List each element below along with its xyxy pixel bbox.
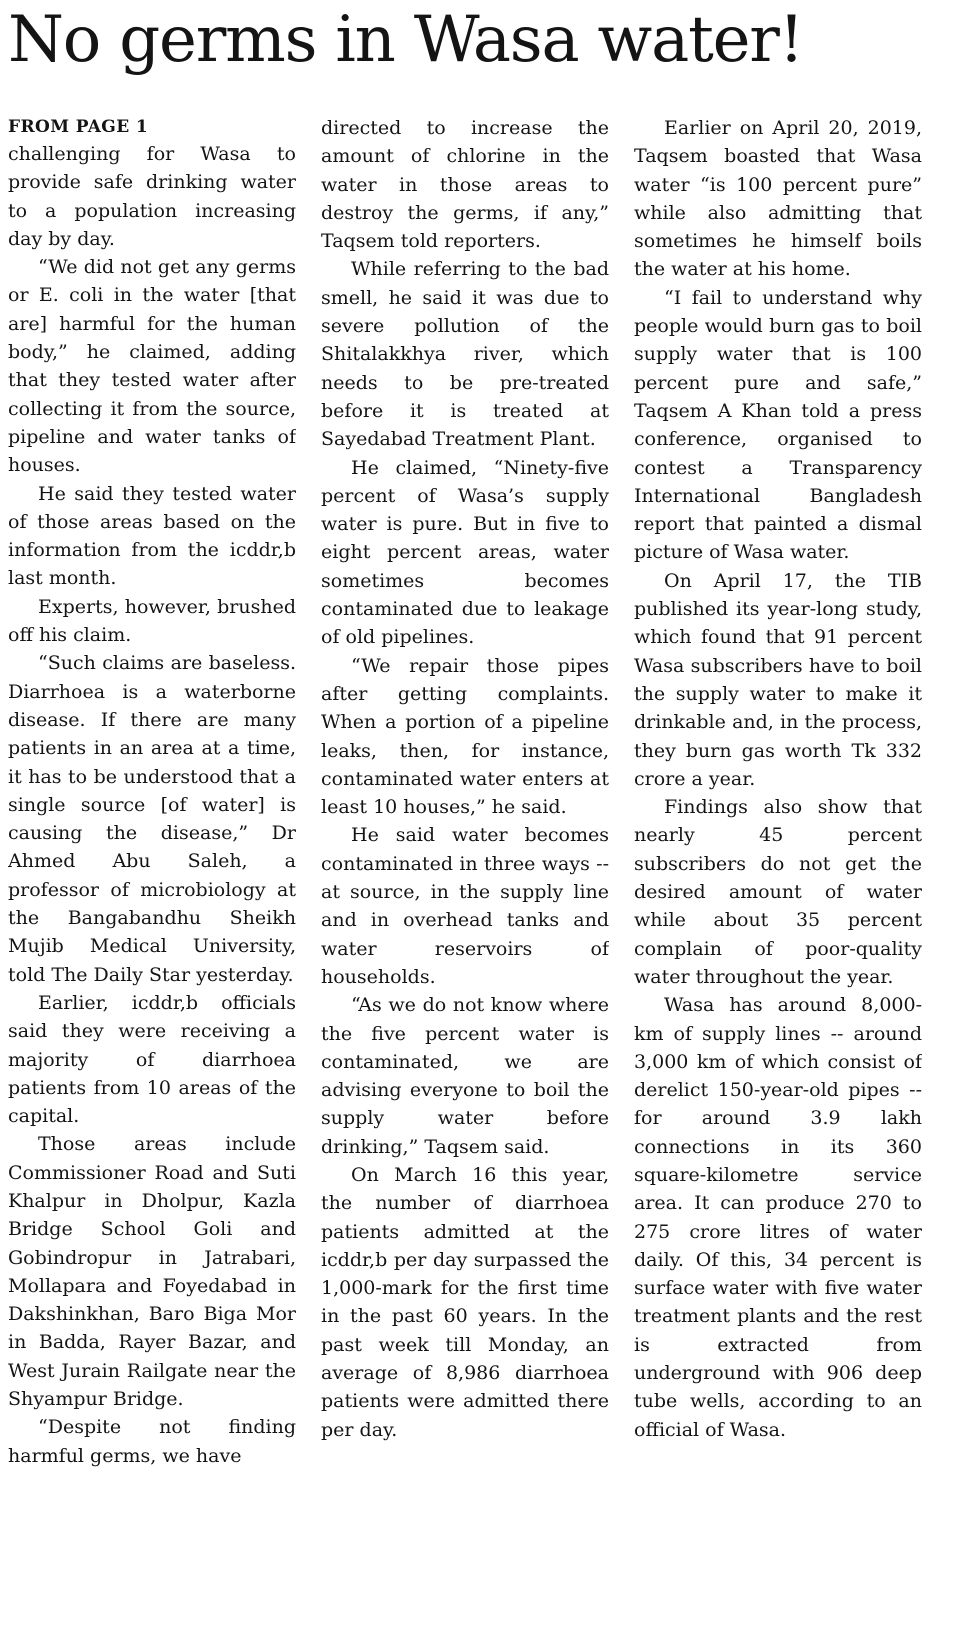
article-column-3 (634, 114, 922, 1644)
paragraph: Earlier, icddr,b officials said they were receiving a majority of diarrhoea patients from 10 areas of the capital. (8, 991, 296, 1128)
headline: No germs in Wasa water! (8, 3, 804, 77)
paragraph: “As we do not know where the five percent water is contaminated, we are advising everyone to boil the supply water before drinking,” Taqsem said. (321, 994, 609, 1158)
paragraph: While referring to the bad smell, he said it was due to severe pollution of the Shitalakkhya river, which needs to be pre-treated before it is treated at Sayedabad Treatment Plant. (321, 258, 609, 451)
paragraph: He said they tested water of those areas based on the information from the icddr,b last month. (8, 482, 296, 590)
paragraph: “We did not get any germs or E. coli in the water [that are] harmful for the human body,” he claimed, adding that they tested water after collecting it from the source, pipeline and water tanks of houses. (8, 256, 296, 477)
paragraph: “I fail to understand why people would burn gas to boil supply water that is 100 percent pure and safe,” Taqsem A Khan told a press conference, organised to contest a Transparency International Bangladesh report that painted a dismal picture of Wasa water. (634, 286, 922, 564)
paragraph: “Despite not finding harmful germs, we have (8, 1416, 296, 1467)
paragraph: directed to increase the amount of chlorine in the water in those areas to destroy the germs, if any,” Taqsem told reporters. (321, 117, 609, 253)
paragraph: Earlier on April 20, 2019, Taqsem boasted that Wasa water “is 100 percent pure” while also admitting that sometimes he himself boils the water at his home. (634, 117, 922, 281)
paragraph: “Such claims are baseless. Diarrhoea is a waterborne disease. If there are many patients in an area at a time, it has to be understood that a single source [of water] is causing the disease,” Dr Ahmed Abu Saleh, a professor of microbiology at the Bangabandhu Sheikh Mujib Medical University, told The Daily Star yesterday. (8, 652, 296, 986)
paragraph: Findings also show that nearly 45 percent subscribers do not get the desired amount of water while about 35 percent complain of poor-quality water throughout the year. (634, 796, 922, 988)
article-column-2 (321, 114, 609, 1644)
paragraph: Experts, however, brushed off his claim. (8, 595, 296, 647)
paragraph: challenging for Wasa to provide safe drinking water to a population increasing day by day. (8, 143, 296, 250)
paragraph: Those areas include Commissioner Road and Suti Khalpur in Dholpur, Kazla Bridge School Goli and Gobindropur in Jatrabari, Mollapara and Foyedabad in Dakshinkhan, Baro Biga Mor in Badda, Rayer Bazar, and West Jurain Railgate near the Shyampur Bridge. (8, 1133, 296, 1411)
jump-kicker: FROM PAGE 1 (8, 117, 149, 137)
paragraph: “We repair those pipes after getting complaints. When a portion of a pipeline leaks, then, for instance, contaminated water enters at least 10 houses,” he said. (321, 654, 609, 819)
paragraph: He claimed, “Ninety-five percent of Wasa’s supply water is pure. But in five to eight percent areas, water sometimes becomes contaminated due to leakage of old pipelines. (321, 456, 609, 649)
article-column-1 (8, 114, 296, 1644)
paragraph: He said water becomes contaminated in three ways -- at source, in the supply line and in overhead tanks and water reservoirs of households. (321, 824, 609, 988)
paragraph: On April 17, the TIB published its year-long study, which found that 91 percent Wasa subscribers have to boil the supply water to make it drinkable and, in the process, they burn gas worth Tk 332 crore a year. (634, 569, 922, 790)
paragraph: On March 16 this year, the number of diarrhoea patients admitted at the icddr,b per day surpassed the 1,000-mark for the first time in the past 60 years. In the past week till Monday, an average of 8,986 diarrhoea patients were admitted there per day. (321, 1163, 609, 1441)
paragraph: Wasa has around 8,000-km of supply lines -- around 3,000 km of which consist of derelict 150-year-old pipes -- for around 3.9 lakh connections in its 360 square-kilometre service area. It can produce 270 to 275 crore litres of water daily. Of this, 34 percent is surface water with five water treatment plants and the rest is extracted from underground with 906 deep tube wells, according to an official of Wasa. (634, 994, 922, 1441)
